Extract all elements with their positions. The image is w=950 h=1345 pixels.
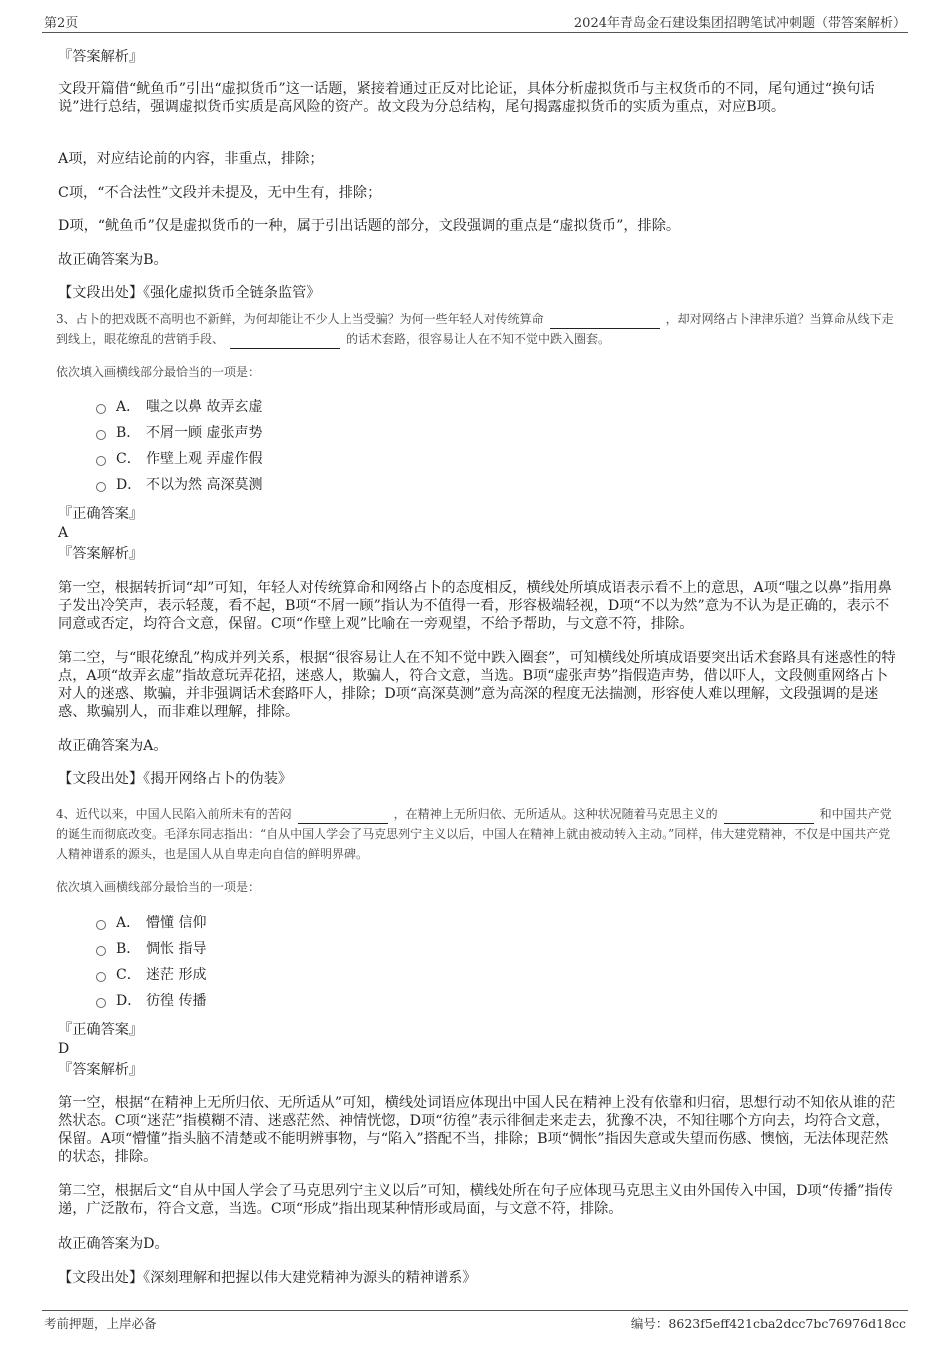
analysis-paragraph: 第二空，与“眼花缭乱”构成并列关系，根据“很容易让人在不知不觉中跌入圈套”，可知横线处所填成语要突出话术套路具有迷惑性的特点，A项“故弄玄虚”指故意玩弄花招，迷惑人，欺骗人，符合文意，当选。B项“虚张声势”指假造声势，借以吓人，文段侧重网络占卜对人的迷惑、欺骗，并非强调话术套路吓人，排除；D项“高深莫测”意为高深的程度无法揣测，形容使人难以理解，文段强调的是迷惑、欺骗别人，而非难以理解，排除。	[58, 650, 896, 720]
source-citation: 【文段出处】《揭开网络占卜的伪装》	[58, 771, 293, 787]
radio-icon[interactable]	[96, 456, 106, 466]
analysis-paragraph: 第一空，根据“在精神上无所归依、无所适从”可知，横线处词语应体现出中国人民在精神上没有依靠和归宿，思想行动不知依从谁的茫然状态。C项“迷茫”指模糊不清、迷惑茫然、神情恍惚，D项“彷徨”表示徘徊走来走去，犹豫不决，不知往哪个方向去，均符合文意，保留。A项“懵懂”指头脑不清楚或不能明辨事物，与“陷入”搭配不当，排除；B项“惆怅”指因失意或失望而伤感、懊恼，无法体现茫然的状态，排除。	[58, 1095, 896, 1165]
fill-blank	[230, 335, 340, 349]
source-citation: 【文段出处】《强化虚拟货币全链条监管》	[58, 285, 321, 301]
radio-icon[interactable]	[96, 920, 106, 930]
correct-answer-label: 『正确答案』	[58, 1022, 144, 1038]
answer-conclusion: 故正确答案为B。	[58, 252, 168, 268]
analysis-label: 『答案解析』	[58, 1062, 144, 1078]
analysis-label: 『答案解析』	[58, 49, 144, 65]
answer-conclusion: 故正确答案为D。	[58, 1236, 169, 1252]
analysis-paragraph: D项，“鱿鱼币”仅是虚拟货币的一种，属于引出话题的部分，文段强调的重点是“虚拟货币”，排除。	[58, 218, 681, 234]
radio-icon[interactable]	[96, 430, 106, 440]
header-divider	[42, 32, 908, 33]
question-stem: 4、近代以来，中国人民陷入前所未有的苦闷 ，在精神上无所归依、无所适从。这种状况随着马克思主义的 和中国共产党的诞生而彻底改变。毛泽东同志指出：“自从中国人学会了马克思列宁主义以后，中国人在精神上就由被动转入主动。”同样，伟大建党精神，不仅是中国共产党人精神谱系的源头，也是国人从自卑走向自信的鲜明界碑。	[56, 807, 892, 861]
fill-blank	[724, 810, 814, 824]
radio-icon[interactable]	[96, 946, 106, 956]
correct-answer-label: 『正确答案』	[58, 506, 144, 522]
analysis-paragraph: C项，“不合法性”文段并未提及，无中生有，排除；	[58, 185, 382, 201]
radio-icon[interactable]	[96, 482, 106, 492]
correct-answer: D	[58, 1041, 70, 1057]
question-instruction: 依次填入画横线部分最恰当的一项是：	[56, 880, 261, 894]
fill-blank	[550, 315, 660, 329]
document-id: 编号：8623f5eff421cba2dcc7bc76976d18cc	[630, 1316, 906, 1331]
option-a[interactable]: A． 懵懂 信仰	[96, 913, 206, 933]
question-stem: 3、占卜的把戏既不高明也不新鲜，为何却能让不少人上当受骗？为何一些年轻人对传统算命 ，却对网络占卜津津乐道？当算命从线下走到线上，眼花缭乱的营销手段、 的话术套路，很容易让人在不知不觉中跌入圈套。	[56, 309, 898, 349]
radio-icon[interactable]	[96, 972, 106, 982]
option-c[interactable]: C． 迷茫 形成	[96, 965, 206, 985]
footer-slogan: 考前押题，上岸必备	[44, 1316, 157, 1331]
radio-icon[interactable]	[96, 404, 106, 414]
analysis-label: 『答案解析』	[58, 546, 144, 562]
analysis-paragraph: 第一空，根据转折词“却”可知，年轻人对传统算命和网络占卜的态度相反，横线处所填成语表示看不上的意思，A项“嗤之以鼻”指用鼻子发出冷笑声，表示轻蔑，看不起，B项“不屑一顾”指认为不值得一看，形容极端轻视，D项“不以为然”意为不认为是正确的，表示不同意或否定，均符合文意，保留。C项“作壁上观”比喻在一旁观望，不给予帮助，与文意不符，排除。	[58, 580, 892, 632]
fill-blank	[298, 810, 388, 824]
option-d[interactable]: D． 彷徨 传播	[96, 991, 206, 1011]
correct-answer: A	[58, 525, 69, 541]
footer-divider	[42, 1310, 908, 1311]
option-b[interactable]: B． 不屑一顾 虚张声势	[96, 423, 262, 443]
analysis-paragraph: A项，对应结论前的内容，非重点，排除；	[58, 151, 324, 167]
source-citation: 【文段出处】《深刻理解和把握以伟大建党精神为源头的精神谱系》	[58, 1270, 477, 1286]
analysis-paragraph: 文段开篇借“鱿鱼币”引出“虚拟货币”这一话题，紧接着通过正反对比论证，具体分析虚拟货币与主权货币的不同，尾句通过“换句话说”进行总结，强调虚拟货币实质是高风险的资产。故文段为分总结构，尾句揭露虚拟货币的实质为重点，对应B项。	[58, 81, 875, 115]
question-instruction: 依次填入画横线部分最恰当的一项是：	[56, 365, 261, 379]
page-number: 第2页	[44, 16, 79, 31]
radio-icon[interactable]	[96, 998, 106, 1008]
document-title: 2024年青岛金石建设集团招聘笔试冲刺题（带答案解析）	[573, 16, 906, 31]
option-d[interactable]: D． 不以为然 高深莫测	[96, 475, 262, 495]
answer-conclusion: 故正确答案为A。	[58, 738, 168, 754]
option-c[interactable]: C． 作壁上观 弄虚作假	[96, 449, 262, 469]
analysis-paragraph: 第二空，根据后文“自从中国人学会了马克思列宁主义以后”可知，横线处所在句子应体现马克思主义由外国传入中国，D项“传播”指传递，广泛散布，符合文意，当选。C项“形成”指出现某种情形或局面，与文意不符，排除。	[58, 1183, 893, 1217]
option-b[interactable]: B． 惆怅 指导	[96, 939, 206, 959]
option-a[interactable]: A． 嗤之以鼻 故弄玄虚	[96, 397, 262, 417]
